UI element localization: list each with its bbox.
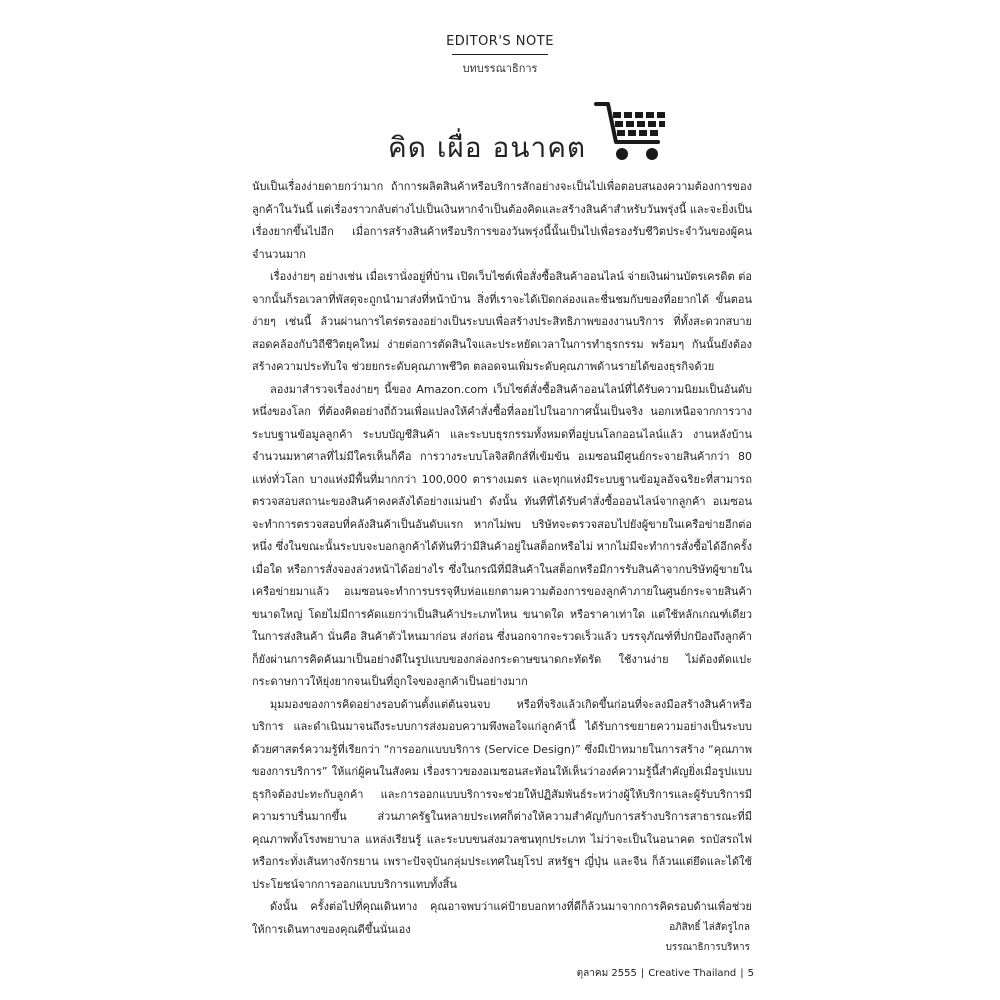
issue-date: ตุลาคม 2555	[576, 968, 637, 979]
magazine-name: Creative Thailand	[648, 968, 737, 979]
editor-name: อภิสิทธิ์ ไล่สัตรูไกล	[669, 922, 750, 933]
page-title: คิด เผื่อ อนาคต	[388, 131, 587, 164]
page-number: 5	[747, 968, 754, 979]
paragraph: นับเป็นเรื่องง่ายดายกว่ามาก ถ้าการผลิตสินค้าหรือบริการสักอย่างจะเป็นไปเพื่อตอบสนองความต้องการของลูกค้าในวันนี้ แต่เรื่องราวกลับต่างไปเป็นเงินหากจำเป็นต้องคิดและสร้างสินค้าสำหรับวันพรุ่งนี้ และจะยิ่งเป็นเรื่องยากขึ้นไปอีก เมื่อการสร้างสินค้าหรือบริการของวันพรุ่งนี้นั้นเป็นไปเพื่อรองรับชีวิตประจำวันของผู้คนจำนวนมาก	[252, 180, 752, 261]
footer-separator: |	[740, 968, 744, 979]
editor-role: บรรณาธิการบริหาร	[665, 942, 750, 953]
signature-block	[600, 918, 750, 958]
title-block	[388, 98, 688, 168]
page-footer	[577, 966, 754, 981]
paragraph: ลองมาสำรวจเรื่องง่ายๆ นี้ของ Amazon.com เว็บไซต์สั่งซื้อสินค้าออนไลน์ที่ได้รับความนิยมเป็นอันดับหนึ่งของโลก ที่ต้องคิดอย่างถี่ถ้วนเพื่อแปลงให้คำสั่งซื้อที่ลอยไปในอากาศนั้นเป็นจริง นอกเหนือจากการวางระบบฐานข้อมูลลูกค้า ระบบบัญชีสินค้า และระบบธุรกรรมทั้งหมดที่อยู่บนโลกออนไลน์แล้ว งานหลังบ้านจำนวนมหาศาลที่ไม่มีใครเห็นก็คือ การวางระบบโลจิสติกส์ที่เข้มข้น อเมซอนมีศูนย์กระจายสินค้ากว่า 80 แห่งทั่วโลก บางแห่งมีพื้นที่มากกว่า 100,000 ตารางเมตร และทุกแห่งมีระบบฐานข้อมูลอัจฉริยะที่สามารถตรวจสอบสถานะของสินค้าคงคลังได้อย่างแม่นยำ ดังนั้น ทันทีที่ได้รับคำสั่งซื้อออนไลน์จากลูกค้า อเมซอนจะทำการตรวจสอบที่คลังสินค้าเป็นอันดับแรก หากไม่พบ บริษัทจะตรวจสอบไปยังผู้ขายในเครือข่ายอีกต่อหนึ่ง ซึ่งในขณะนั้นระบบจะบอกลูกค้าได้ทันทีว่ามีสินค้าอยู่ในสต็อกหรือไม่ หากไม่มีจะทำการสั่งซื้อได้อีกครั้งเมื่อใด หรือการสั่งจองล่วงหน้าได้อย่างไร ซึ่งในกรณีที่มีสินค้าในสต็อกหรือมีการรับสินค้าจากบริษัทผู้ขายในเครือข่ายมาแล้ว อเมซอนจะทำการบรรจุหีบห่อแยกตามความต้องการของลูกค้าภายในศูนย์กระจายสินค้าขนาดใหญ่ โดยไม่มีการคัดแยกว่าเป็นสินค้าประเภทไหน ขนาดใด หรือราคาเท่าใด แต่ใช้หลักเกณฑ์เดียวในการส่งสินค้า นั่นคือ สินค้าตัวไหนมาก่อน ส่งก่อน ซึ่งนอกจากจะรวดเร็วแล้ว บรรจุภัณฑ์ที่ปกป้องถึงลูกค้าก็ยังผ่านการคิดค้นมาเป็นอย่างดีในรูปแบบของกล่องกระดาษขนาดกะทัดรัด ใช้งานง่าย ไม่ต้องตัดแปะกระดาษกาวให้ยุ่งยากจนเป็นที่ถูกใจของลูกค้าเป็นอย่างมาก	[252, 382, 752, 688]
shopping-cart-icon	[594, 98, 670, 164]
paragraph: ดังนั้น ครั้งต่อไปที่คุณเดินทาง คุณอาจพบว่าแค่ป้ายบอกทางที่ดีก็ล้วนมาจากการคิดรอบด้านเพื่อช่วยให้การเดินทางของคุณดีขึ้นนั่นเอง	[252, 900, 752, 936]
section-sublabel: บทบรรณาธิการ	[462, 62, 538, 75]
section-header	[0, 34, 1000, 77]
paragraph: เรื่องง่ายๆ อย่างเช่น เมื่อเรานั่งอยู่ที่บ้าน เปิดเว็บไซต์เพื่อสั่งซื้อสินค้าออนไลน์ จ่ายเงินผ่านบัตรเครดิต ต่อจากนั้นก็รอเวลาที่พัสดุจะถูกนำมาส่งที่หน้าบ้าน สิ่งที่เราจะได้เปิดกล่องและชื่นชมกับของที่อยากได้ ขั้นตอนง่ายๆ เช่นนี้ ล้วนผ่านการไตร่ตรองอย่างเป็นระบบเพื่อสร้างประสิทธิภาพของงานบริการ ที่ทั้งสะดวกสบาย สอดคล้องกับวิถีชีวิตยุคใหม่ ง่ายต่อการตัดสินใจและประหยัดเวลาในการทำธุรกรรม พร้อมๆ กันนั้นยังต้องสร้างความประทับใจ ช่วยยกระดับคุณภาพชีวิต ตลอดจนเพิ่มระดับคุณภาพด้านรายได้ของธุรกิจด้วย	[252, 270, 752, 373]
section-label: EDITOR'S NOTE	[446, 34, 554, 49]
paragraph: มุมมองของการคิดอย่างรอบด้านตั้งแต่ต้นจนจบ หรือที่จริงแล้วเกิดขึ้นก่อนที่จะลงมือสร้างสินค้าหรือบริการ และดำเนินมาจนถึงระบบการส่งมอบความพึงพอใจแก่ลูกค้านี้ ได้รับการขยายความอย่างเป็นระบบด้วยศาสตร์ความรู้ที่เรียกว่า “การออกแบบบริการ (Service Design)” ซึ่งมีเป้าหมายในการสร้าง “คุณภาพของการบริการ” ให้แก่ผู้คนในสังคม เรื่องราวของอเมซอนสะท้อนให้เห็นว่าองค์ความรู้นี้สำคัญยิ่งเมื่อรูปแบบธุรกิจต้องปะทะกับลูกค้า และการออกแบบบริการจะช่วยให้ปฏิสัมพันธ์ระหว่างผู้ให้บริการและผู้รับบริการมีความราบรื่นมากขึ้น ส่วนภาครัฐในหลายประเทศก็ต่างให้ความสำคัญกับการสร้างบริการสาธารณะที่มีคุณภาพทั้งโรงพยาบาล แหล่งเรียนรู้ และระบบขนส่งมวลชนทุกประเภท ไม่ว่าจะเป็นในอนาคต รถบัสรถไฟ หรือกระทั่งเส้นทางจักรยาน เพราะปัจจุบันกลุ่มประเทศในยุโรป สหรัฐฯ ญี่ปุ่น และจีน ก็ล้วนแต่ยึดและได้ใช้ประโยชน์จากการออกแบบบริการแทบทั้งสิ้น	[252, 697, 752, 891]
header-divider	[452, 54, 548, 55]
editorial-body	[252, 176, 752, 941]
footer-separator: |	[640, 968, 645, 979]
